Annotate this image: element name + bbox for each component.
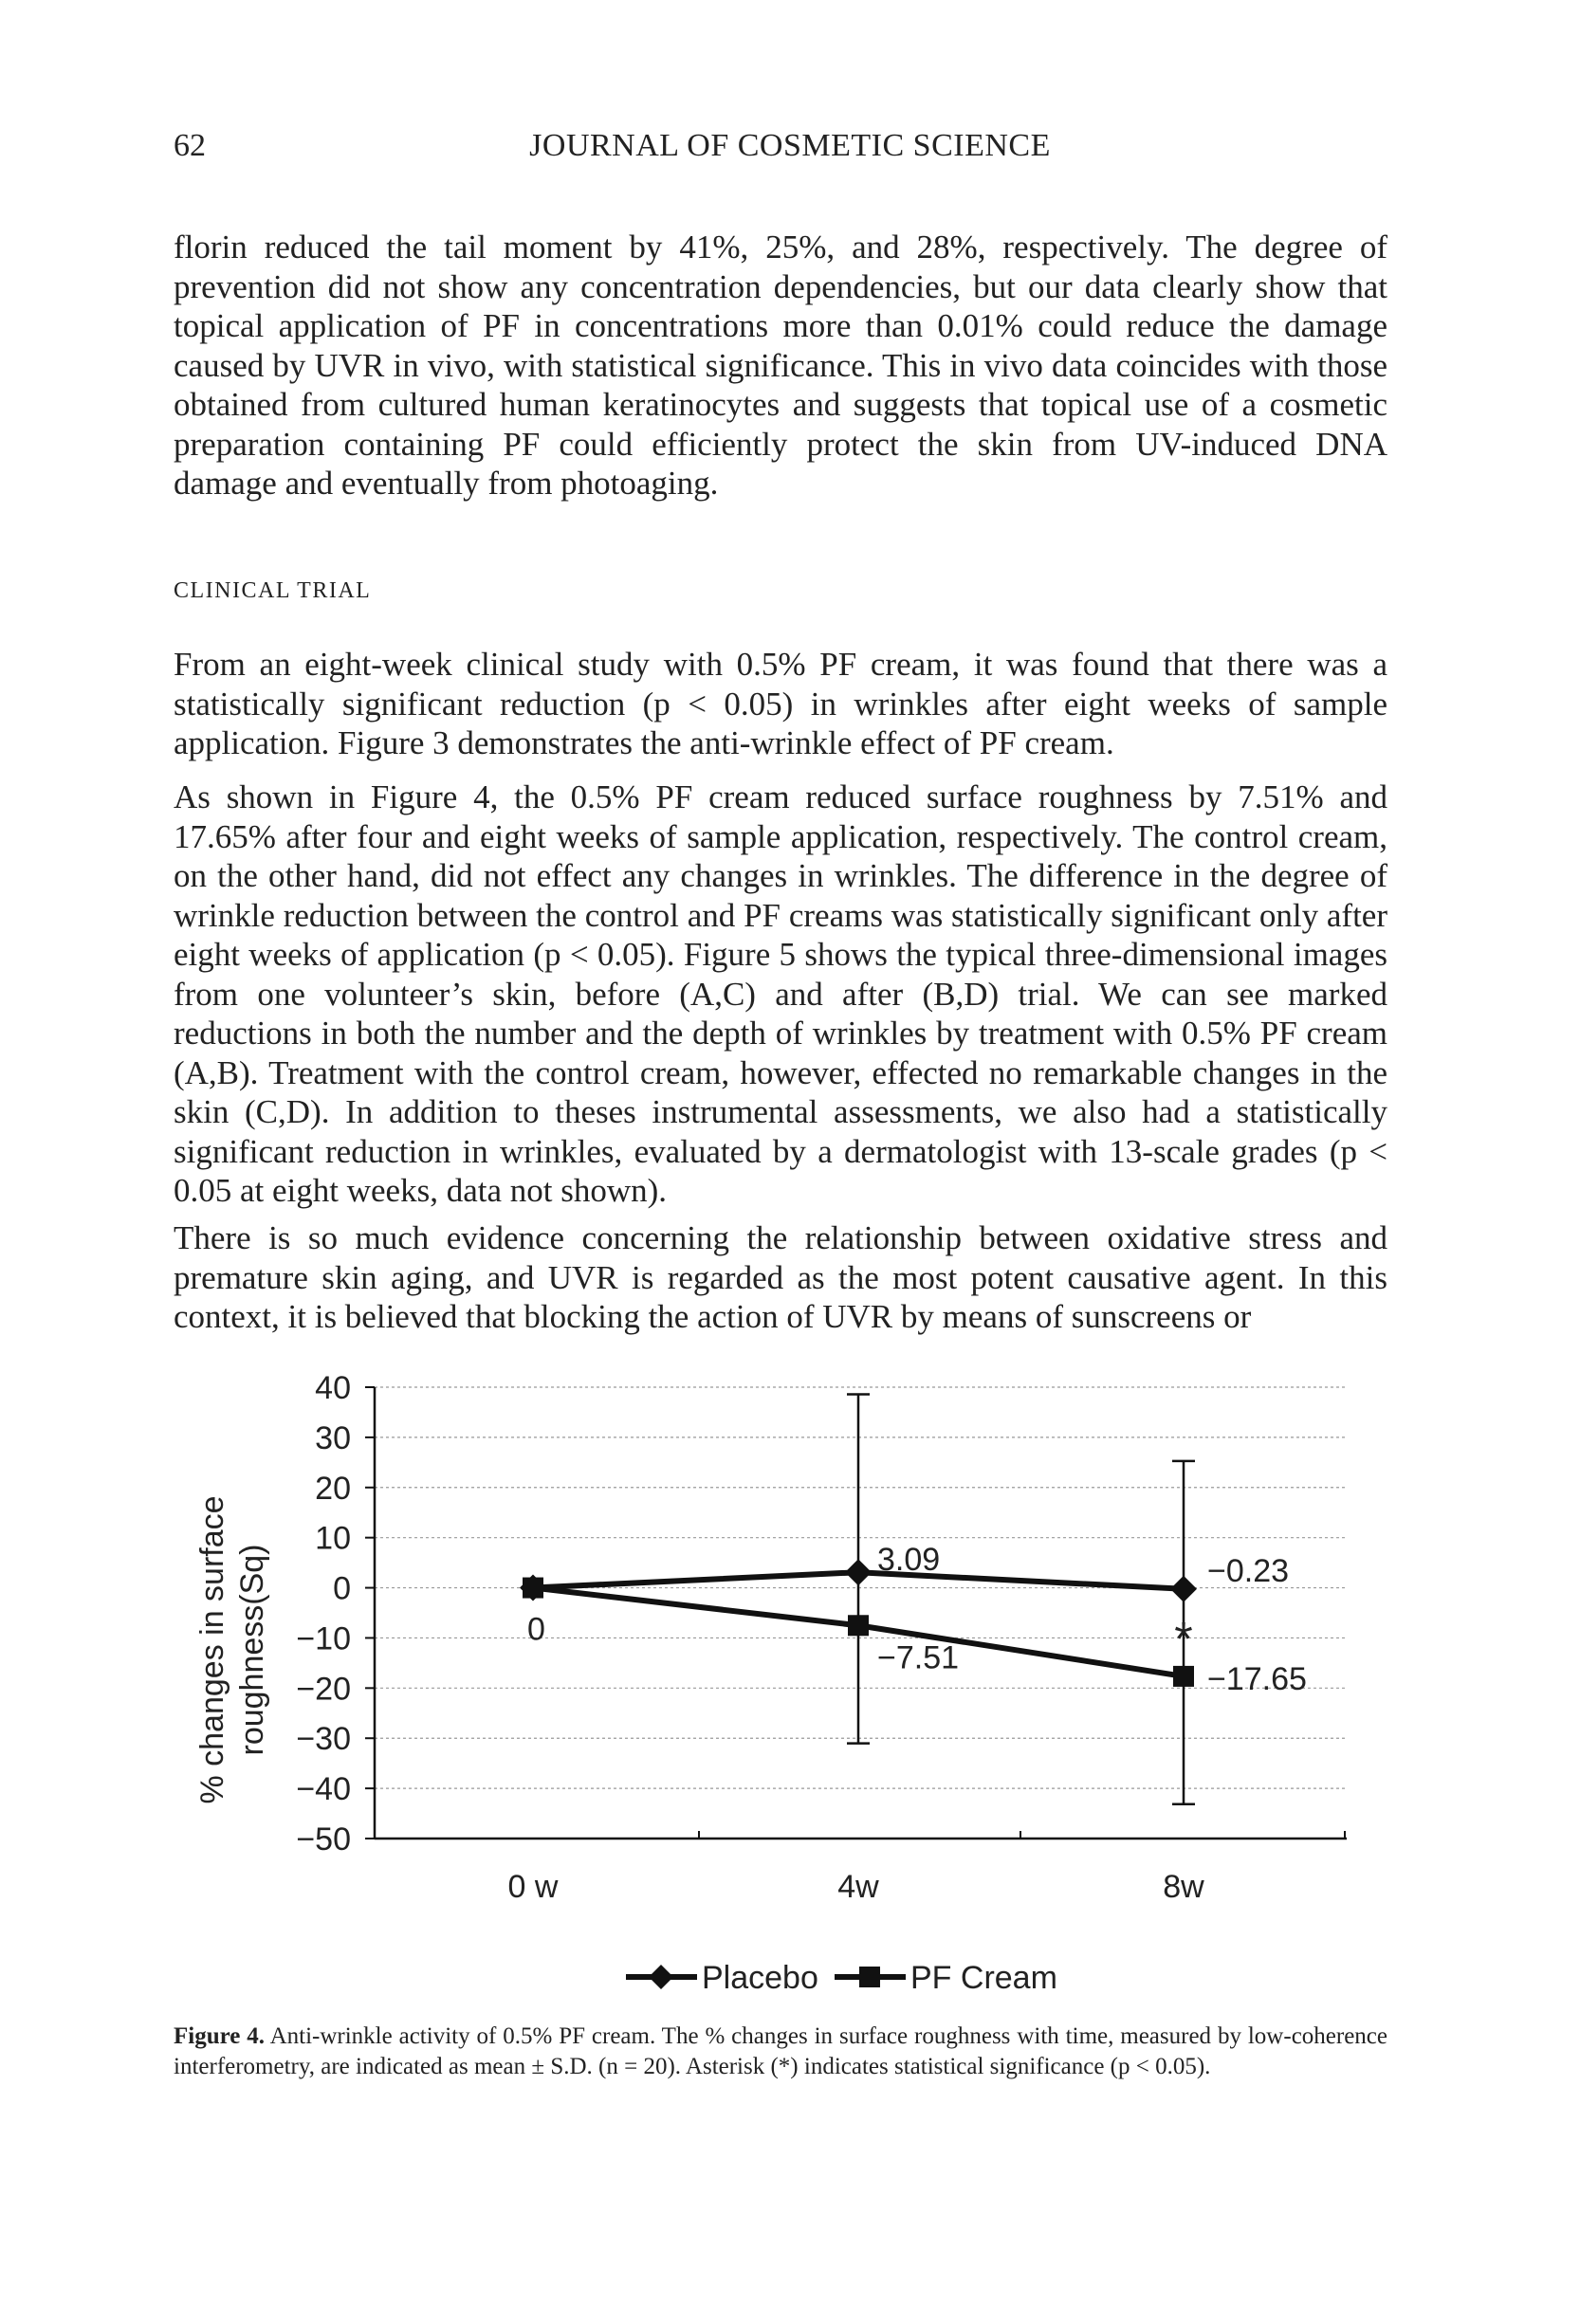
y-tick-label: 40 — [315, 1375, 351, 1406]
paragraph-1: florin reduced the tail moment by 41%, 25%, and 28%, respectively. The degree of prevention did not show any concentration dependencies, but our data clearly show that topical application of PF in concentrations more than 0.01% could reduce the damage caused by UVR in vivo, with statistical significance. This in vivo data coincides with those obtained from cultured human keratinocytes and suggests that topical use of a cosmetic preparation containing PF could efficiently protect the skin from UV-induced DNA damage and eventually from photoaging. — [174, 229, 1387, 502]
pf-cream-point — [848, 1615, 869, 1636]
data-label: −17.65 — [1207, 1660, 1307, 1697]
y-tick-label: 30 — [315, 1419, 351, 1456]
error-bars — [847, 1394, 1195, 1803]
y-tick-label: 0 — [333, 1570, 351, 1607]
y-tick-label: −20 — [296, 1671, 351, 1708]
data-label: −7.51 — [877, 1639, 960, 1676]
legend-label: PF Cream — [910, 1960, 1057, 1996]
y-tick-label: −40 — [296, 1771, 351, 1808]
legend — [626, 1960, 1057, 1996]
pf-cream-point — [523, 1578, 543, 1599]
x-tick-label: 8w — [1163, 1869, 1204, 1905]
paragraph-2: From an eight-week clinical study with 0.5% PF cream, it was found that there was a statistically significant reduction (p < 0.05) in wrinkles after eight weeks of sample application. Figure 3 demonstrates the anti-wrinkle effect of PF cream. — [174, 646, 1387, 761]
y-axis-label-line1: % changes in surface — [194, 1495, 230, 1804]
figure-4-chart — [190, 1375, 1404, 2020]
caption-text: Anti-wrinkle activity of 0.5% PF cream. The % changes in surface roughness with time, measured by low-coherence interferometry, are indicated as mean ± S.D. (n = 20). Asterisk (*) indicates statistical significance (p < 0.05). — [174, 2023, 1387, 2079]
y-tick-labels — [296, 1375, 351, 1857]
y-axis-label-line2: roughness(Sq) — [234, 1544, 270, 1756]
axes — [365, 1387, 1347, 1839]
figure-label: Figure 4. — [174, 2023, 266, 2049]
y-tick-label: 20 — [315, 1470, 351, 1507]
significance-asterisk: * — [1174, 1612, 1193, 1666]
placebo-point — [1170, 1576, 1197, 1602]
paragraph-3: As shown in Figure 4, the 0.5% PF cream reduced surface roughness by 7.51% and 17.65% after four and eight weeks of sample application, respectively. The control cream, on the other hand, did not effect any changes in wrinkles. The difference in the degree of wrinkle reduction between the control and PF creams was statistically significant only after eight weeks of application (p < 0.05). Figure 5 shows the typical three-dimensional images from one volunteer’s skin, before (A,C) and after (B,D) trial. We can see marked reductions in both the number and the depth of wrinkles by treatment with 0.5% PF cream (A,B). Treatment with the control cream, however, effected no remarkable changes in the skin (C,D). In addition to theses instrumental assessments, we also had a statistically significant reduction in wrinkles, evaluated by a dermatologist with 13-scale grades (p < 0.05 at eight weeks, data not shown). — [174, 778, 1387, 1209]
section-heading: CLINICAL TRIAL — [174, 578, 372, 603]
data-label: 3.09 — [877, 1542, 941, 1579]
y-tick-label: 10 — [315, 1520, 351, 1557]
running-head: JOURNAL OF COSMETIC SCIENCE — [529, 128, 1051, 163]
y-tick-label: −30 — [296, 1721, 351, 1758]
legend-label: Placebo — [702, 1960, 818, 1996]
data-label: −0.23 — [1207, 1552, 1290, 1589]
placebo-point — [845, 1559, 872, 1585]
legend-diamond-icon — [649, 1965, 673, 1989]
paragraph-4: There is so much evidence concerning the relationship between oxidative stress and premature skin aging, and UVR is regarded as the most potent causative agent. In this context, it is believed that blocking the action of UVR by means of sunscreens or — [174, 1219, 1387, 1335]
page-number: 62 — [174, 128, 206, 163]
x-tick-labels — [508, 1869, 1205, 1905]
legend-square-icon — [859, 1967, 880, 1987]
pf-cream-point — [1173, 1666, 1194, 1687]
data-label: 0 — [527, 1611, 545, 1648]
x-tick-label: 0 w — [507, 1869, 559, 1905]
x-tick-label: 4w — [837, 1869, 879, 1905]
y-tick-label: −50 — [296, 1821, 351, 1857]
figure-caption — [174, 2022, 1387, 2082]
y-tick-label: −10 — [296, 1620, 351, 1657]
y-axis-label — [194, 1495, 270, 1803]
